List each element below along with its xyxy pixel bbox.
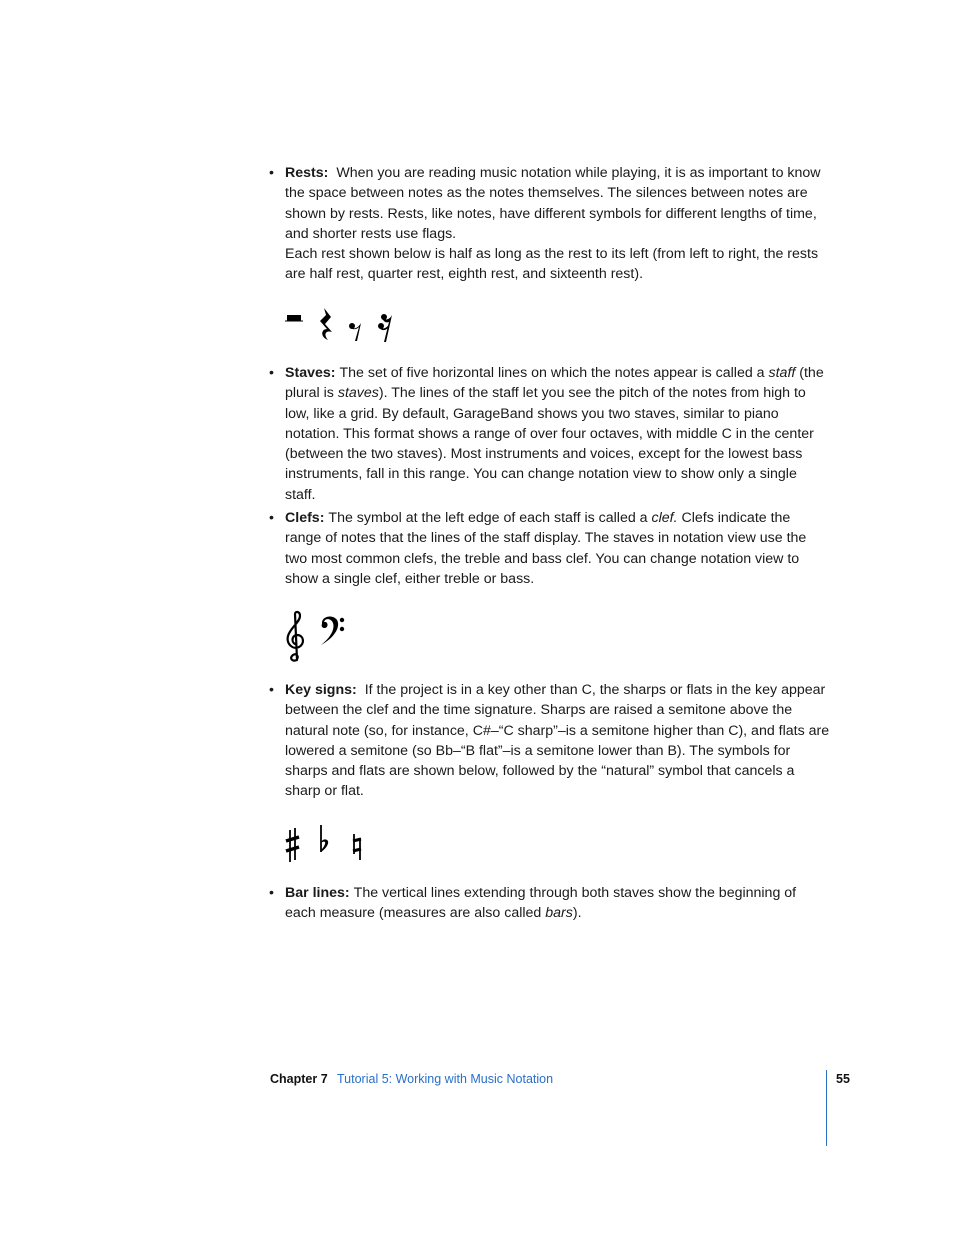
term-rests: Rests:	[285, 165, 329, 181]
list-item-staves: • Staves: The set of five horizontal lines on which the notes appear is called a staff (the plural is staves). The lines of the staff let you see the pitch of the notes from high to low, like a grid. By default, GarageBand shows you two staves, similar to piano notation. This format shows a range of over four octaves, with middle C in the center (between the two staves). Most instruments and voices, except for the lowest bass instruments, fall in this range. You can change notation view to show only a single staff.	[269, 365, 824, 503]
sixteenth-rest-icon	[378, 314, 392, 342]
term-staves: Staves:	[285, 365, 336, 381]
bullet: •	[269, 682, 274, 698]
list-item-rests	[269, 163, 830, 285]
natural-icon	[353, 834, 361, 860]
bullet: •	[269, 510, 274, 526]
term-key-signs: Key signs:	[285, 682, 357, 698]
bullet: •	[269, 365, 274, 381]
page-number: 55	[836, 1072, 850, 1086]
list-item-clefs: • Clefs: The symbol at the left edge of each staff is called a clef. Clefs indicate the range of notes that the lines of the staff display. The staves in notation view use the two most common clefs, the treble and bass clef. You can change notation view to show a single clef, either treble or bass.	[269, 510, 807, 587]
sharp-icon	[286, 828, 299, 862]
footer-chapter-title[interactable]: Tutorial 5: Working with Music Notation	[337, 1072, 554, 1086]
eighth-rest-icon	[349, 323, 361, 341]
list-item-key-signs: • Key signs: If the project is in a key other than C, the sharps or flats in the key appear between the clef and the time signature. Sharps are raised a semitone above the natural note (so, for instance, C#–“C sharp”–is a semitone higher than C), and flats are lowered a semitone (so Bb–“B flat”–is a semitone lower than B). The symbols for sharps and flats are shown below, followed by the “natural” symbol that cancels a sharp or flat.	[269, 682, 830, 800]
treble-clef-icon	[288, 612, 303, 661]
accidental-symbols	[283, 822, 373, 864]
bass-clef-icon	[321, 617, 344, 645]
quarter-rest-icon	[320, 308, 332, 340]
flat-icon	[321, 825, 328, 852]
bullet: •	[269, 885, 274, 901]
clef-symbols	[283, 610, 363, 666]
term-clefs: Clefs:	[285, 510, 325, 526]
term-bar-lines: Bar lines:	[285, 885, 350, 901]
footer-divider	[826, 1070, 827, 1146]
half-rest-icon	[285, 315, 303, 321]
rests-text: When you are reading music notation while playing, it is as important to know the space between notes as the notes themselves. The silences between notes are shown by rests. Rests, like notes, have different symbols for different lengths of time, and shorter rests use flags.	[285, 165, 821, 242]
rests-text-2: Each rest shown below is half as long as the rest to its left (from left to right, the rests are half rest, quarter rest, eighth rest, and sixteenth rest).	[285, 246, 819, 283]
bullet: •	[269, 165, 274, 181]
list-item-bar-lines: • Bar lines: The vertical lines extending through both staves show the beginning of each measure (measures are also called bars).	[269, 885, 797, 922]
rest-symbols	[284, 306, 404, 346]
footer-chapter: Chapter 7	[270, 1072, 328, 1086]
